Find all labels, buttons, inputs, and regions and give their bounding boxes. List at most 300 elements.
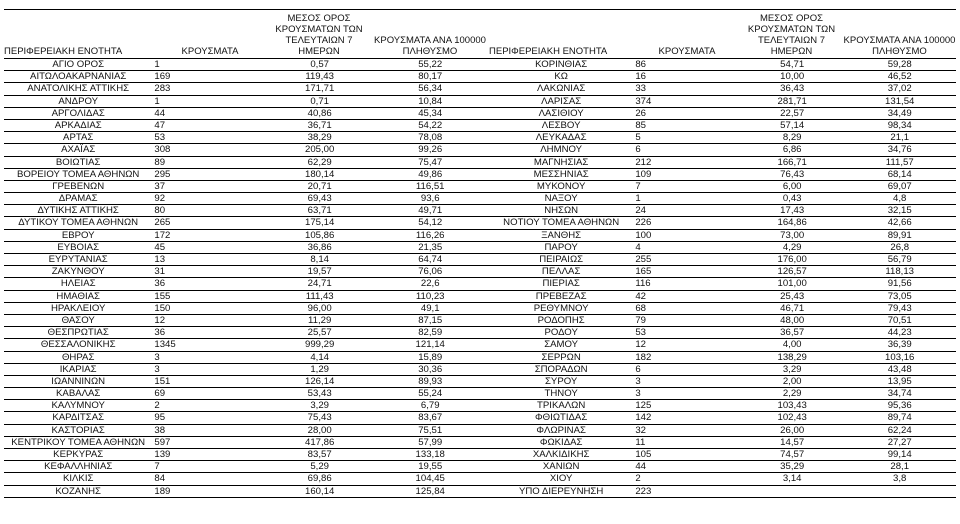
right-region-cell: ΣΥΡΟΥ	[545, 375, 578, 387]
top-rule	[4, 9, 956, 10]
left-avg7-cell: 8,14	[310, 254, 330, 265]
right-region-cell: ΣΠΟΡΑΔΩΝ	[534, 363, 588, 375]
left-avg7-cell: 171,71	[305, 83, 335, 95]
left-cases-cell: 1345	[154, 339, 176, 351]
left-per100k-cell: 55,22	[418, 59, 443, 70]
left-per100k-cell: 121,14	[415, 339, 445, 351]
left-avg7-cell: 11,29	[308, 314, 332, 326]
right-per100k-cell: 42,66	[887, 217, 912, 229]
right-avg7-cell: 3,14	[782, 473, 802, 485]
right-avg7-cell: 48,00	[780, 314, 805, 326]
right-region-cell: ΜΕΣΣΗΝΙΑΣ	[533, 168, 589, 180]
right-avg7-cell: 14,57	[780, 436, 805, 448]
right-avg7-cell: 126,57	[777, 266, 807, 278]
table-row	[4, 108, 956, 120]
left-per100k-cell: 49,86	[418, 168, 443, 180]
right-per100k-cell: 59,28	[887, 59, 912, 70]
header-cases-right: ΚΡΟΥΣΜΑΤΑ	[658, 46, 716, 57]
right-region-cell: ΥΠΟ ΔΙΕΡΕΥΝΗΣΗ	[518, 485, 604, 497]
right-cases-cell: 223	[635, 485, 652, 497]
right-cases-cell: 4	[635, 241, 641, 253]
right-per100k-cell: 27,27	[887, 436, 912, 448]
right-avg7-cell: 10,00	[780, 71, 805, 83]
left-per100k-cell: 78,08	[418, 132, 443, 144]
right-per100k-cell: 118,13	[885, 266, 915, 278]
right-avg7-cell: 2,29	[782, 388, 802, 400]
left-cases-cell: 1	[154, 95, 160, 107]
left-region-cell: ΑΝΑΤΟΛΙΚΗΣ ΑΤΤΙΚΗΣ	[27, 83, 130, 95]
right-region-cell: ΣΕΡΡΩΝ	[541, 351, 581, 363]
left-cases-cell: 36	[154, 278, 166, 290]
right-region-cell: ΚΟΡΙΝΘΙΑΣ	[535, 59, 588, 70]
right-region-cell: ΛΑΡΙΣΑΣ	[541, 95, 582, 107]
right-cases-cell: 33	[635, 83, 647, 95]
left-avg7-cell: 75,43	[307, 412, 332, 424]
left-avg7-cell: 205,00	[305, 144, 335, 156]
left-per100k-cell: 64,74	[418, 254, 443, 265]
right-region-cell: ΠΕΛΛΑΣ	[541, 266, 581, 278]
right-per100k-cell: 73,05	[887, 290, 912, 302]
left-per100k-cell: 82,59	[418, 327, 443, 339]
right-cases-cell: 105	[635, 449, 652, 460]
left-cases-cell: 44	[154, 107, 166, 119]
left-region-cell: ΚΑΡΔΙΤΣΑΣ	[52, 412, 105, 424]
left-avg7-cell: 24,71	[307, 278, 332, 290]
right-per100k-cell: 4,8	[893, 193, 907, 205]
left-avg7-cell: 20,71	[307, 180, 332, 192]
right-avg7-cell: 8,29	[782, 132, 802, 144]
table-row	[4, 71, 956, 83]
left-per100k-cell: 133,18	[415, 449, 445, 460]
left-avg7-cell: 62,29	[307, 156, 332, 168]
left-cases-cell: 295	[154, 168, 171, 180]
right-avg7-cell: 6,86	[782, 144, 802, 156]
right-region-cell: ΤΗΝΟΥ	[544, 388, 578, 400]
right-cases-cell: 26	[635, 107, 647, 119]
right-cases-cell: 68	[635, 302, 647, 314]
right-avg7-cell: 36,57	[780, 327, 805, 339]
table-row	[4, 327, 956, 339]
table-row	[4, 291, 956, 303]
left-region-cell: ΑΡΤΑΣ	[63, 132, 94, 144]
left-per100k-cell: 75,51	[418, 424, 443, 436]
left-region-cell: ΗΡΑΚΛΕΙΟΥ	[50, 302, 106, 314]
table-row	[4, 376, 956, 388]
left-region-cell: ΘΑΣΟΥ	[61, 314, 95, 326]
left-avg7-cell: 180,14	[305, 168, 335, 180]
right-region-cell: ΜΑΓΝΗΣΙΑΣ	[533, 156, 589, 168]
left-per100k-cell: 54,22	[418, 119, 443, 131]
left-cases-cell: 13	[154, 254, 166, 265]
right-per100k-cell: 95,36	[887, 400, 912, 412]
left-cases-cell: 7	[154, 461, 160, 473]
left-per100k-cell: 22,6	[420, 278, 440, 290]
left-per100k-cell: 104,45	[415, 473, 445, 485]
right-region-cell: ΧΑΝΙΩΝ	[542, 461, 580, 473]
right-region-cell: ΠΡΕΒΕΖΑΣ	[535, 290, 587, 302]
right-per100k-cell: 34,74	[887, 388, 912, 400]
left-per100k-cell: 10,84	[418, 95, 443, 107]
right-cases-cell: 125	[635, 400, 652, 412]
left-region-cell: ΒΟΙΩΤΙΑΣ	[55, 156, 101, 168]
left-region-cell: ΚΕΦΑΛΛΗΝΙΑΣ	[44, 461, 113, 473]
table-body	[4, 59, 956, 498]
right-cases-cell: 12	[635, 339, 647, 351]
right-avg7-cell: 35,29	[780, 461, 805, 473]
right-per100k-cell: 28,1	[890, 461, 910, 473]
table-row	[4, 96, 956, 108]
left-avg7-cell: 5,29	[310, 461, 330, 473]
left-region-cell: ΗΛΕΙΑΣ	[60, 278, 96, 290]
right-per100k-cell: 131,54	[885, 95, 915, 107]
left-region-cell: ΗΜΑΘΙΑΣ	[56, 290, 100, 302]
left-region-cell: ΚΑΛΥΜΝΟΥ	[51, 400, 105, 412]
table-row	[4, 473, 956, 485]
right-avg7-cell: 46,71	[780, 302, 805, 314]
left-avg7-cell: 63,71	[307, 205, 332, 217]
table-row	[4, 217, 956, 229]
left-avg7-cell: 160,14	[305, 485, 335, 497]
left-avg7-cell: 69,43	[307, 193, 332, 205]
left-per100k-cell: 125,84	[415, 485, 445, 497]
left-region-cell: ΖΑΚΥΝΘΟΥ	[51, 266, 105, 278]
left-region-cell: ΓΡΕΒΕΝΩΝ	[52, 180, 105, 192]
left-cases-cell: 38	[154, 424, 166, 436]
left-cases-cell: 172	[154, 229, 171, 241]
right-avg7-cell: 74,57	[780, 449, 805, 460]
left-cases-cell: 80	[154, 205, 166, 217]
left-cases-cell: 151	[154, 375, 171, 387]
right-cases-cell: 212	[635, 156, 652, 168]
right-avg7-cell: 0,43	[782, 193, 802, 205]
left-avg7-cell: 19,57	[307, 266, 332, 278]
right-cases-cell: 11	[635, 436, 646, 448]
right-region-cell: ΡΟΔΟΥ	[544, 327, 578, 339]
left-avg7-cell: 3,29	[310, 400, 330, 412]
right-cases-cell: 255	[635, 254, 652, 265]
right-per100k-cell: 68,14	[887, 168, 912, 180]
table-row	[4, 339, 956, 351]
left-cases-cell: 139	[154, 449, 171, 460]
left-per100k-cell: 87,15	[418, 314, 443, 326]
left-region-cell: ΕΥΒΟΙΑΣ	[57, 241, 100, 253]
left-cases-cell: 189	[154, 485, 171, 497]
right-per100k-cell: 32,15	[887, 205, 912, 217]
left-region-cell: ΑΡΓΟΛΙΔΑΣ	[51, 107, 105, 119]
table-row	[4, 400, 956, 412]
table-row	[4, 242, 956, 254]
table-row	[4, 425, 956, 437]
right-per100k-cell: 91,56	[887, 278, 912, 290]
left-region-cell: ΚΙΛΚΙΣ	[62, 473, 94, 485]
right-cases-cell: 100	[635, 229, 652, 241]
left-avg7-cell: 119,43	[305, 71, 334, 83]
right-per100k-cell: 89,74	[887, 412, 912, 424]
left-avg7-cell: 417,86	[305, 436, 335, 448]
right-per100k-cell: 111,57	[885, 156, 914, 168]
right-per100k-cell: 34,76	[887, 144, 912, 156]
right-avg7-cell	[741, 486, 844, 497]
left-region-cell: ΔΥΤΙΚΟΥ ΤΟΜΕΑ ΑΘΗΝΩΝ	[18, 217, 139, 229]
right-region-cell: ΜΥΚΟΝΟΥ	[536, 180, 586, 192]
left-cases-cell: 69	[154, 388, 166, 400]
left-region-cell: ΘΕΣΣΑΛΟΝΙΚΗΣ	[40, 339, 116, 351]
left-per100k-cell: 19,55	[418, 461, 443, 473]
left-cases-cell: 3	[154, 363, 160, 375]
header-cases: ΚΡΟΥΣΜΑΤΑ	[181, 46, 239, 57]
right-cases-cell: 6	[635, 144, 641, 156]
right-cases-cell: 226	[635, 217, 652, 229]
left-cases-cell: 150	[154, 302, 171, 314]
right-cases-cell: 3	[635, 375, 641, 387]
table-row	[4, 254, 956, 266]
table-row	[4, 169, 956, 181]
right-cases-cell: 1	[635, 193, 641, 205]
left-cases-cell: 308	[154, 144, 171, 156]
right-per100k-cell: 89,91	[887, 229, 912, 241]
header-avg7-right: ΜΕΣΟΣ ΟΡΟΣ ΚΡΟΥΣΜΑΤΩΝ ΤΩΝ ΤΕΛΕΥΤΑΙΩΝ 7 ΗΜΕΡΩΝ	[747, 13, 836, 57]
right-cases-cell: 16	[635, 71, 647, 83]
left-region-cell: ΚΟΖΑΝΗΣ	[55, 485, 101, 497]
right-per100k-cell: 44,23	[887, 327, 912, 339]
header-region-right: ΠΕΡΙΦΕΡΕΙΑΚΗ ΕΝΟΤΗΤΑ	[489, 46, 608, 57]
right-cases-cell: 6	[635, 363, 641, 375]
right-avg7-cell: 6,00	[782, 180, 802, 192]
right-cases-cell: 44	[635, 461, 647, 473]
right-avg7-cell: 57,14	[780, 119, 805, 131]
right-cases-cell: 165	[635, 266, 652, 278]
table-row	[4, 461, 956, 473]
left-per100k-cell: 75,47	[418, 156, 443, 168]
left-per100k-cell: 80,17	[418, 71, 443, 83]
right-avg7-cell: 76,43	[780, 168, 805, 180]
right-region-cell: ΠΑΡΟΥ	[544, 241, 578, 253]
left-per100k-cell: 21,35	[418, 241, 443, 253]
left-avg7-cell: 126,14	[305, 375, 335, 387]
right-avg7-cell: 138,29	[777, 351, 807, 363]
left-avg7-cell: 69,86	[307, 473, 332, 485]
right-region-cell: ΦΛΩΡΙΝΑΣ	[536, 424, 586, 436]
left-region-cell: ΔΥΤΙΚΗΣ ΑΤΤΙΚΗΣ	[37, 205, 119, 217]
left-region-cell: ΑΧΑΪΑΣ	[61, 144, 96, 156]
left-cases-cell: 89	[154, 156, 166, 168]
left-region-cell: ΘΕΣΠΡΩΤΙΑΣ	[47, 327, 109, 339]
right-region-cell: ΦΘΙΩΤΙΔΑΣ	[535, 412, 588, 424]
right-cases-cell: 142	[635, 412, 652, 424]
right-cases-cell: 53	[635, 327, 647, 339]
left-region-cell: ΚΕΡΚΥΡΑΣ	[53, 449, 104, 460]
right-region-cell: ΚΩ	[554, 71, 568, 83]
right-cases-cell: 24	[635, 205, 647, 217]
right-per100k-cell: 34,49	[887, 107, 912, 119]
right-avg7-cell: 25,43	[780, 290, 805, 302]
table-header	[4, 13, 956, 59]
left-region-cell: ΙΚΑΡΙΑΣ	[59, 363, 97, 375]
right-cases-cell: 5	[635, 132, 641, 144]
left-per100k-cell: 55,24	[418, 388, 443, 400]
table-row	[4, 437, 956, 449]
right-cases-cell: 3	[635, 388, 641, 400]
right-per100k-cell: 37,02	[887, 83, 912, 95]
left-cases-cell: 31	[154, 266, 166, 278]
right-region-cell: ΧΑΛΚΙΔΙΚΗΣ	[532, 449, 590, 460]
right-avg7-cell: 102,43	[777, 412, 807, 424]
left-cases-cell: 283	[154, 83, 171, 95]
header-avg7: ΜΕΣΟΣ ΟΡΟΣ ΚΡΟΥΣΜΑΤΩΝ ΤΩΝ ΤΕΛΕΥΤΑΙΩΝ 7 ΗΜΕΡΩΝ	[275, 13, 363, 57]
table-row	[4, 486, 956, 498]
right-avg7-cell: 281,71	[777, 95, 807, 107]
table-row	[4, 230, 956, 242]
left-cases-cell: 37	[154, 180, 166, 192]
right-avg7-cell: 22,57	[780, 107, 805, 119]
left-avg7-cell: 0,57	[310, 59, 330, 70]
left-avg7-cell: 36,86	[307, 241, 332, 253]
left-avg7-cell: 40,86	[307, 107, 332, 119]
right-region-cell: ΡΕΘΥΜΝΟΥ	[533, 302, 589, 314]
left-avg7-cell: 999,29	[305, 339, 335, 351]
right-cases-cell: 79	[635, 314, 647, 326]
left-avg7-cell: 175,14	[305, 217, 335, 229]
right-region-cell: ΝΗΣΩΝ	[544, 205, 579, 217]
left-region-cell: ΒΟΡΕΙΟΥ ΤΟΜΕΑ ΑΘΗΝΩΝ	[17, 168, 140, 180]
right-avg7-cell: 2,00	[782, 375, 802, 387]
left-cases-cell: 47	[154, 119, 166, 131]
right-per100k-cell: 56,79	[887, 254, 912, 265]
left-per100k-cell: 89,93	[418, 375, 443, 387]
left-per100k-cell: 56,34	[418, 83, 443, 95]
left-avg7-cell: 25,57	[307, 327, 332, 339]
left-avg7-cell: 105,86	[305, 229, 335, 241]
header-per100k-right: ΚΡΟΥΣΜΑΤΑ ΑΝΑ 100000 ΠΛΗΘΥΣΜΟ	[843, 35, 956, 57]
left-region-cell: ΑΡΚΑΔΙΑΣ	[54, 119, 102, 131]
table-row	[4, 205, 956, 217]
left-cases-cell: 597	[154, 436, 171, 448]
left-region-cell: ΕΥΡΥΤΑΝΙΑΣ	[48, 254, 108, 265]
table-row	[4, 193, 956, 205]
right-region-cell: ΤΡΙΚΑΛΩΝ	[537, 400, 586, 412]
left-per100k-cell: 93,6	[420, 193, 440, 205]
left-cases-cell: 3	[154, 351, 160, 363]
right-region-cell: ΛΑΣΙΘΙΟΥ	[538, 107, 584, 119]
table-row	[4, 449, 956, 461]
table-row	[4, 278, 956, 290]
right-avg7-cell: 101,00	[777, 278, 807, 290]
right-per100k-cell	[843, 486, 956, 497]
right-per100k-cell: 62,24	[887, 424, 912, 436]
table-row	[4, 120, 956, 132]
right-avg7-cell: 3,29	[782, 363, 802, 375]
right-per100k-cell: 36,39	[887, 339, 912, 351]
right-avg7-cell: 26,00	[780, 424, 805, 436]
right-region-cell: ΞΑΝΘΗΣ	[541, 229, 582, 241]
header-per100k: ΚΡΟΥΣΜΑΤΑ ΑΝΑ 100000 ΠΛΗΘΥΣΜΟ	[374, 35, 486, 57]
right-cases-cell: 182	[635, 351, 652, 363]
right-per100k-cell: 69,07	[887, 180, 912, 192]
left-cases-cell: 12	[154, 314, 166, 326]
right-avg7-cell: 164,86	[777, 217, 807, 229]
right-cases-cell: 85	[635, 119, 647, 131]
table-row	[4, 132, 956, 144]
right-per100k-cell: 3,8	[893, 473, 907, 485]
header-region: ΠΕΡΙΦΕΡΕΙΑΚΗ ΕΝΟΤΗΤΑ	[4, 46, 123, 57]
right-avg7-cell: 73,00	[780, 229, 805, 241]
right-region-cell: ΝΟΤΙΟΥ ΤΟΜΕΑ ΑΘΗΝΩΝ	[503, 217, 620, 229]
right-region-cell: ΝΑΞΟΥ	[544, 193, 578, 205]
left-avg7-cell: 111,43	[305, 290, 334, 302]
table-row	[4, 59, 956, 71]
right-region-cell: ΛΕΣΒΟΥ	[541, 119, 581, 131]
right-region-cell: ΡΟΔΟΠΗΣ	[537, 314, 585, 326]
table-row	[4, 364, 956, 376]
table-row	[4, 315, 956, 327]
right-per100k-cell: 103,16	[885, 351, 915, 363]
right-avg7-cell: 166,71	[777, 156, 807, 168]
table-row	[4, 352, 956, 364]
left-region-cell: ΚΑΒΑΛΑΣ	[56, 388, 101, 400]
left-avg7-cell: 4,14	[310, 351, 330, 363]
left-region-cell: ΚΑΣΤΟΡΙΑΣ	[51, 424, 105, 436]
left-avg7-cell: 1,29	[310, 363, 330, 375]
left-region-cell: ΑΓΙΟ ΟΡΟΣ	[52, 59, 105, 70]
right-region-cell: ΛΗΜΝΟΥ	[540, 144, 583, 156]
table-row	[4, 266, 956, 278]
right-cases-cell: 374	[635, 95, 652, 107]
left-per100k-cell: 57,99	[418, 436, 443, 448]
left-region-cell: ΘΗΡΑΣ	[61, 351, 95, 363]
right-avg7-cell: 103,43	[777, 400, 807, 412]
left-per100k-cell: 83,67	[418, 412, 443, 424]
left-per100k-cell: 49,1	[420, 302, 440, 314]
left-per100k-cell: 110,23	[415, 290, 445, 302]
table-row	[4, 181, 956, 193]
left-per100k-cell: 30,36	[418, 363, 443, 375]
left-avg7-cell: 83,57	[307, 449, 332, 460]
left-cases-cell: 169	[154, 71, 171, 83]
right-avg7-cell: 54,71	[780, 59, 805, 70]
table-row	[4, 303, 956, 315]
left-per100k-cell: 54,12	[418, 217, 443, 229]
table-row	[4, 412, 956, 424]
left-cases-cell: 36	[154, 327, 166, 339]
right-cases-cell: 7	[635, 180, 641, 192]
left-cases-cell: 2	[154, 400, 160, 412]
right-per100k-cell: 99,14	[887, 449, 912, 460]
left-per100k-cell: 6,79	[420, 400, 440, 412]
right-region-cell: ΛΑΚΩΝΙΑΣ	[536, 83, 586, 95]
right-region-cell: ΣΑΜΟΥ	[544, 339, 579, 351]
right-cases-cell: 2	[635, 473, 641, 485]
left-cases-cell: 1	[154, 59, 160, 70]
right-per100k-cell: 43,48	[887, 363, 912, 375]
table-row	[4, 83, 956, 95]
right-region-cell: ΠΙΕΡΙΑΣ	[542, 278, 580, 290]
right-avg7-cell: 17,43	[780, 205, 805, 217]
left-avg7-cell: 28,00	[307, 424, 332, 436]
right-region-cell: ΧΙΟΥ	[549, 473, 573, 485]
right-per100k-cell: 21,1	[890, 132, 910, 144]
left-cases-cell: 155	[154, 290, 171, 302]
right-region-cell: ΛΕΥΚΑΔΑΣ	[535, 132, 587, 144]
right-cases-cell: 32	[635, 424, 647, 436]
left-per100k-cell: 45,34	[418, 107, 443, 119]
left-avg7-cell: 38,29	[307, 132, 332, 144]
right-avg7-cell: 176,00	[777, 254, 807, 265]
left-per100k-cell: 15,89	[418, 351, 443, 363]
left-per100k-cell: 49,71	[418, 205, 443, 217]
right-per100k-cell: 46,52	[887, 71, 912, 83]
left-cases-cell: 84	[154, 473, 166, 485]
table-row	[4, 144, 956, 156]
